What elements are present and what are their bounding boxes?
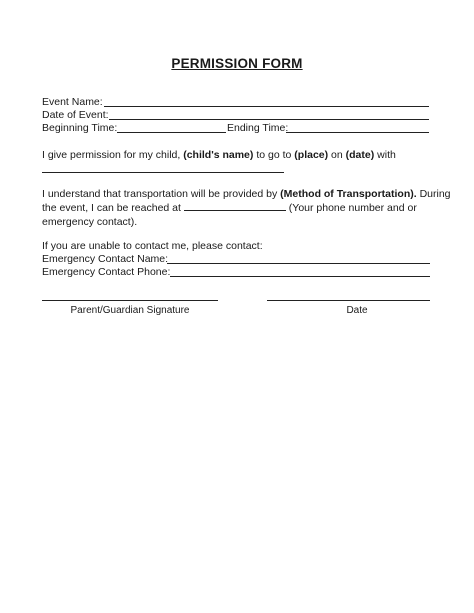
permission-line [42,148,396,162]
emergency-name-label: Emergency Contact Name: [42,253,169,265]
childs-name-placeholder: (child's name) [183,149,254,161]
ending-time-field[interactable] [286,132,429,133]
transport-text-2: During [416,188,451,200]
event-name-field[interactable] [104,106,429,107]
signature-label: Parent/Guardian Signature [70,305,190,316]
chaperone-field[interactable] [42,172,284,173]
transport-text-1: I understand that transportation will be provided by [42,188,281,200]
permission-text-1: I give permission for my child, [42,149,184,161]
signature-date-label: Date [346,305,368,316]
date-placeholder: (date) [345,149,375,161]
permission-text-3: on [328,149,346,161]
emergency-name-field[interactable] [167,263,430,264]
event-name-label: Event Name: [42,96,103,108]
transport-text-4: (Your phone number and or [285,202,417,214]
beginning-time-field[interactable] [117,132,226,133]
date-of-event-label: Date of Event: [42,109,109,121]
transport-line-3: emergency contact). [42,216,138,228]
permission-text-4: with [374,149,396,161]
ending-time-label: Ending Time: [227,122,289,134]
emergency-intro: If you are unable to contact me, please contact: [42,240,263,252]
signature-date-field[interactable] [267,300,430,301]
transport-text-3: the event, I can be reached at [42,202,184,214]
emergency-phone-field[interactable] [170,276,430,277]
beginning-time-label: Beginning Time: [42,122,118,134]
permission-text-2: to go to [253,149,295,161]
transport-line-1 [42,187,451,201]
place-placeholder: (place) [294,149,329,161]
signature-field[interactable] [42,300,218,301]
contact-number-field[interactable] [184,201,286,211]
date-of-event-field[interactable] [109,119,429,120]
method-placeholder: (Method of Transportation). [280,188,417,200]
emergency-phone-label: Emergency Contact Phone: [42,266,171,278]
transport-line-2 [42,201,417,215]
page-title: PERMISSION FORM [171,56,303,71]
